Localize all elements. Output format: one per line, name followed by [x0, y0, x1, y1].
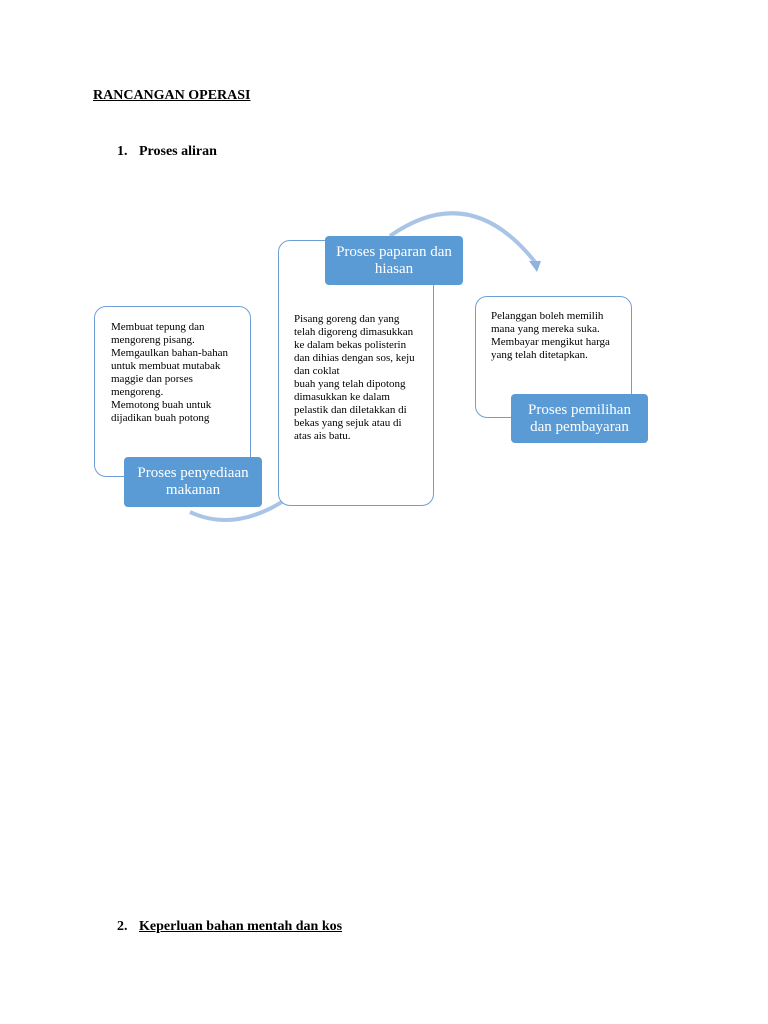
- section-title: Proses aliran: [139, 144, 217, 159]
- arrow-head-icon: [529, 261, 541, 272]
- section-heading-bahan-mentah: [117, 919, 342, 935]
- step-label-preparation: Proses penyediaan makanan: [124, 457, 262, 507]
- section-number: 1.: [117, 144, 128, 159]
- section-title: Keperluan bahan mentah dan kos: [139, 919, 343, 934]
- step-label-display: Proses paparan dan hiasan: [325, 236, 463, 285]
- flow-card-payment-text: Pelanggan boleh memilih mana yang mereka suka. Membayar mengikut harga yang telah ditetapkan.: [491, 310, 610, 361]
- step-label-payment: Proses pemilihan dan pembayaran: [511, 394, 648, 443]
- flow-card-display-text: Pisang goreng dan yang telah digoreng dimasukkan ke dalam bekas polisterin dan dihias dengan sos, keju dan coklat buah yang telah dipotong dimasukkan ke dalam pelastik dan diletakkan di bekas yang sejuk atau di atas ais batu.: [294, 313, 415, 442]
- section-number: 2.: [117, 919, 128, 934]
- flow-card-preparation-text: Membuat tepung dan mengoreng pisang. Memgaulkan bahan-bahan untuk membuat mutabak maggie dan porses mengoreng. Memotong buah untuk dijadikan buah potong: [111, 321, 228, 424]
- document-title: RANCANGAN OPERASI: [93, 88, 251, 103]
